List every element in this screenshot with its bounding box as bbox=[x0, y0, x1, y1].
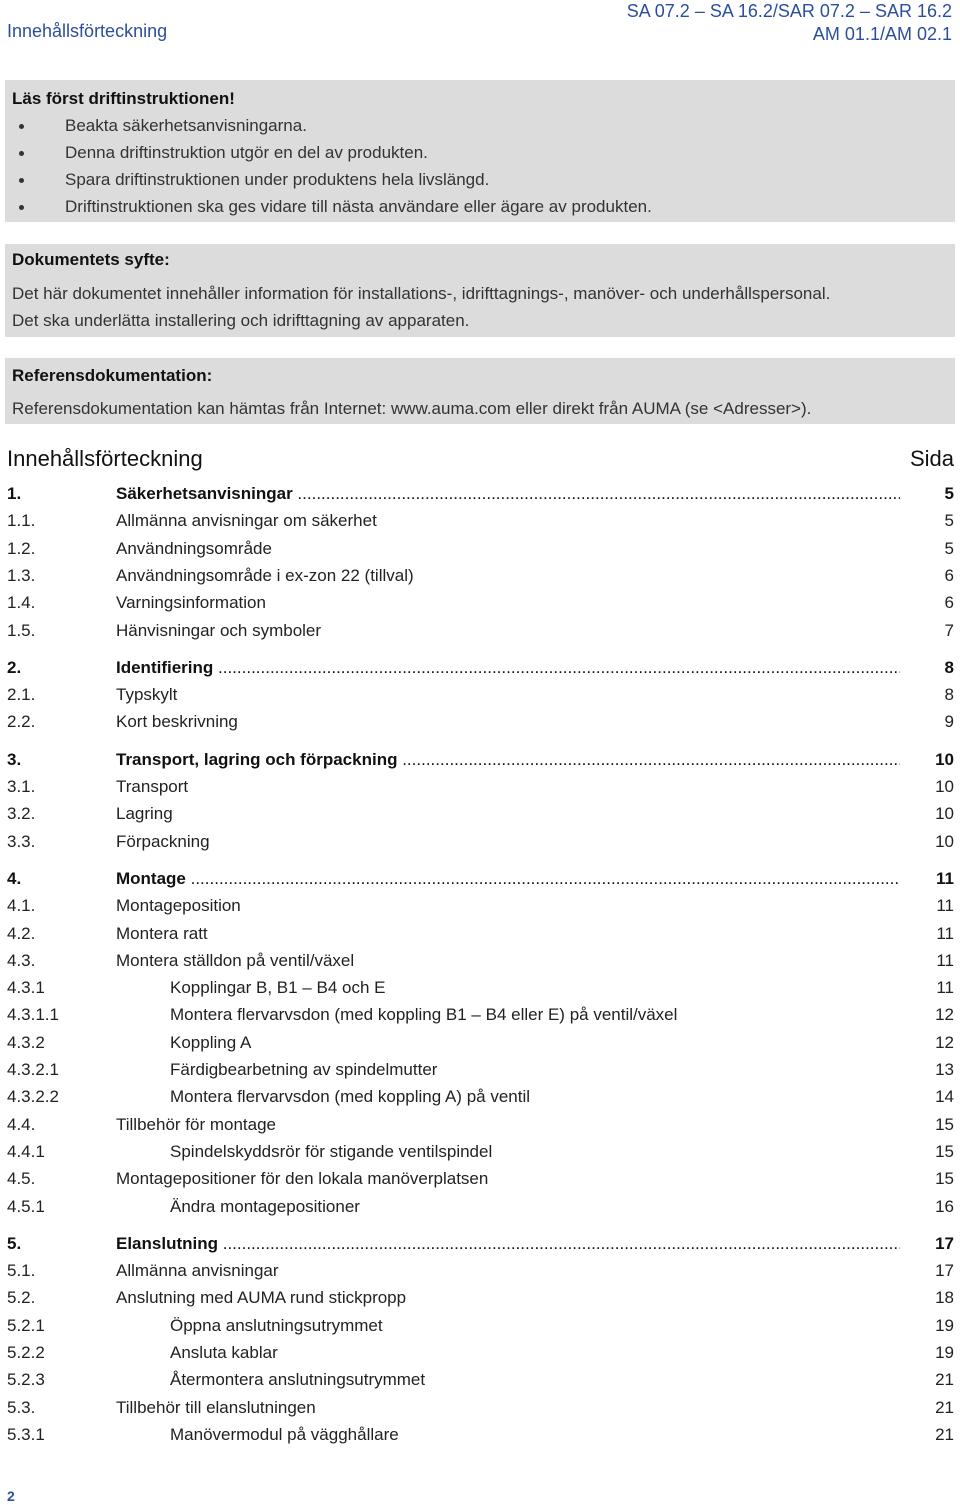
toc-entry-number: 3.1. bbox=[7, 777, 36, 796]
toc-entry-page: 10 bbox=[935, 777, 954, 796]
toc-entry-page: 21 bbox=[935, 1424, 954, 1444]
toc-entry-number: 5.3.1 bbox=[7, 1424, 45, 1444]
toc-entry-number: 5.2. bbox=[7, 1288, 36, 1308]
toc-entry[interactable] bbox=[7, 511, 954, 538]
toc-entry[interactable] bbox=[7, 1370, 954, 1397]
toc-entry-page: 19 bbox=[935, 1315, 954, 1335]
toc-entry-title: Ansluta kablar bbox=[170, 1343, 278, 1362]
toc-entry-title: Färdigbearbetning av spindelmutter bbox=[170, 1060, 438, 1079]
toc-entry-number: 4.3.1 bbox=[7, 978, 45, 998]
reference-box bbox=[5, 358, 955, 424]
toc-page-heading: Sida bbox=[909, 446, 954, 471]
document-purpose-box bbox=[5, 244, 955, 337]
toc-entry[interactable] bbox=[7, 1169, 954, 1196]
toc-entry-number: 1.1. bbox=[7, 511, 36, 531]
toc-entry-title: Typskylt bbox=[116, 685, 178, 705]
toc-heading: Innehållsförteckning bbox=[7, 446, 203, 471]
toc-entry-title: Kopplingar B, B1 – B4 och E bbox=[170, 978, 386, 998]
toc-entry-title: Varningsinformation bbox=[116, 593, 266, 613]
toc-heading-row bbox=[7, 446, 954, 472]
toc-entry[interactable] bbox=[7, 832, 954, 859]
toc-entry-page: 11 bbox=[936, 923, 954, 943]
toc-entry-title: Användningsområde i ex-zon 22 (tillval) bbox=[116, 565, 414, 585]
running-header-product bbox=[627, 0, 952, 46]
toc-entry-number: 1.4. bbox=[7, 593, 36, 613]
purpose-text-line: Det ska underlätta installering och idrifttagning av apparaten. bbox=[12, 311, 470, 330]
toc-entry-title: Hänvisningar och symboler bbox=[116, 620, 322, 640]
toc-entry-number: 4. bbox=[7, 868, 22, 888]
toc-entry-title: Ändra montagepositioner bbox=[170, 1196, 360, 1216]
bullet-icon bbox=[19, 178, 24, 183]
toc-entry[interactable] bbox=[7, 1316, 954, 1343]
toc-entry-page: 6 bbox=[944, 593, 954, 613]
toc-entry-title: Koppling A bbox=[170, 1032, 252, 1052]
toc-entry-title: Transport, lagring och förpackning ..... bbox=[116, 750, 900, 770]
toc-entry[interactable] bbox=[7, 1398, 954, 1425]
toc-entry-title: Anslutning med AUMA rund stickpropp bbox=[116, 1288, 407, 1308]
toc-entry-title: Tillbehör till elanslutningen bbox=[116, 1397, 316, 1417]
toc-entry-number: 4.3.2 bbox=[7, 1032, 45, 1052]
reference-text: Referensdokumentation kan hämtas från Internet: www.auma.com eller direkt från AUMA (se <Adresser>). bbox=[12, 399, 812, 418]
toc-entry-page: 18 bbox=[935, 1288, 954, 1308]
toc-entry-number: 4.3.2.1 bbox=[7, 1060, 59, 1079]
toc-entry-title: Elanslutning ..... bbox=[116, 1234, 900, 1254]
bullet-icon bbox=[19, 205, 24, 210]
toc-entry-number: 3.3. bbox=[7, 831, 36, 851]
toc-entry[interactable] bbox=[7, 1197, 954, 1224]
toc-entry-number: 4.3. bbox=[7, 950, 36, 970]
toc-entry[interactable] bbox=[7, 1033, 954, 1060]
toc-entry-number: 5.3. bbox=[7, 1397, 36, 1417]
toc-entry-number: 5. bbox=[7, 1233, 22, 1253]
toc-entry[interactable] bbox=[7, 777, 954, 804]
toc-entry-number: 4.2. bbox=[7, 923, 36, 943]
toc-entry-page: 15 bbox=[935, 1114, 954, 1134]
toc-entry-title: Allmänna anvisningar om säkerhet bbox=[116, 511, 377, 531]
toc-entry[interactable] bbox=[7, 621, 954, 648]
toc-entry[interactable] bbox=[7, 924, 954, 951]
toc-entry-title: Kort beskrivning bbox=[116, 712, 238, 732]
toc-entry-page: 12 bbox=[935, 1005, 954, 1025]
toc-entry[interactable] bbox=[7, 896, 954, 923]
running-header-title: Innehållsförteckning bbox=[7, 21, 168, 41]
toc-entry-page: 10 bbox=[935, 831, 954, 851]
toc-entry[interactable] bbox=[7, 1087, 954, 1114]
toc-entry[interactable] bbox=[7, 712, 954, 739]
toc-entry-title: Manövermodul på vägghållare bbox=[170, 1424, 399, 1444]
toc-entry-page: 16 bbox=[935, 1196, 954, 1216]
toc-entry[interactable] bbox=[7, 593, 954, 620]
toc-chapter[interactable] bbox=[7, 658, 954, 685]
product-models-line: SA 07.2 – SA 16.2/SAR 07.2 – SAR 16.2 bbox=[626, 1, 952, 21]
toc-entry[interactable] bbox=[7, 978, 954, 1005]
toc-entry-page: 9 bbox=[944, 712, 954, 732]
bullet-icon bbox=[19, 124, 24, 129]
toc-entry-number: 2.2. bbox=[7, 712, 36, 732]
bullet-icon bbox=[19, 151, 24, 156]
toc-entry[interactable] bbox=[7, 685, 954, 712]
toc-entry[interactable] bbox=[7, 1261, 954, 1288]
toc-entry-title: Montera ratt bbox=[116, 923, 208, 943]
toc-entry-number: 2. bbox=[7, 657, 22, 677]
toc-chapter[interactable] bbox=[7, 1234, 954, 1261]
toc-entry-title: Transport bbox=[116, 777, 189, 796]
toc-entry-title: Montageposition bbox=[116, 896, 241, 916]
toc-entry-title: Montera flervarvsdon (med koppling A) på ventil bbox=[170, 1087, 531, 1107]
toc-entry-page: 5 bbox=[944, 511, 954, 531]
toc-entry-page: 15 bbox=[935, 1169, 954, 1189]
toc-entry[interactable] bbox=[7, 539, 954, 566]
toc-entry-number: 5.1. bbox=[7, 1261, 36, 1281]
toc-entry-number: 4.3.2.2 bbox=[7, 1087, 59, 1107]
toc-entry-number: 5.2.3 bbox=[7, 1370, 45, 1390]
toc-entry[interactable] bbox=[7, 1288, 954, 1315]
toc-entry-number: 1.5. bbox=[7, 620, 36, 640]
toc-entry-number: 4.4.1 bbox=[7, 1141, 45, 1161]
toc-entry-title: Öppna anslutningsutrymmet bbox=[170, 1315, 383, 1335]
toc-entry-number: 4.5.1 bbox=[7, 1196, 45, 1216]
toc-entry-number: 3. bbox=[7, 749, 22, 769]
toc-entry[interactable] bbox=[7, 1425, 954, 1452]
toc-entry-title: Tillbehör för montage bbox=[116, 1114, 277, 1134]
toc-entry-title: Montagepositioner för den lokala manöverplatsen bbox=[116, 1169, 489, 1189]
toc-entry-page: 11 bbox=[936, 868, 954, 888]
toc-entry[interactable] bbox=[7, 566, 954, 593]
reference-title: Referensdokumentation: bbox=[12, 366, 213, 385]
toc-entry-number: 2.1. bbox=[7, 685, 36, 705]
toc-entry[interactable] bbox=[7, 804, 954, 831]
toc-entry-page: 7 bbox=[944, 620, 954, 640]
page-number: 2 bbox=[7, 1488, 15, 1504]
toc-entry-page: 8 bbox=[944, 685, 954, 705]
toc-entry-title: Användningsområde bbox=[116, 538, 272, 558]
toc-entry-title: Montage ..... bbox=[116, 869, 900, 889]
toc-entry-title: Säkerhetsanvisningar ..... bbox=[116, 484, 900, 504]
toc-entry-title: Förpackning bbox=[116, 831, 210, 851]
toc-entry-page: 12 bbox=[935, 1032, 954, 1052]
toc-entry[interactable] bbox=[7, 1142, 954, 1169]
toc-chapter[interactable] bbox=[7, 869, 954, 896]
toc-entry-title: Allmänna anvisningar bbox=[116, 1261, 279, 1281]
toc-entry-page: 19 bbox=[935, 1343, 954, 1362]
toc-entry-page: 6 bbox=[944, 565, 954, 585]
toc-entry-title: Montera ställdon på ventil/växel bbox=[116, 950, 355, 970]
read-first-title: Läs först driftinstruktionen! bbox=[12, 89, 235, 108]
toc-entry-page: 5 bbox=[944, 484, 954, 503]
toc-entry-page: 13 bbox=[935, 1060, 954, 1079]
toc-entry-title: Lagring bbox=[116, 804, 173, 824]
toc-entry-number: 4.3.1.1 bbox=[7, 1005, 59, 1025]
toc-entry[interactable] bbox=[7, 1060, 954, 1087]
toc-entry-number: 4.4. bbox=[7, 1114, 36, 1134]
toc-entry-page: 11 bbox=[936, 978, 954, 998]
toc-entry-title: Montera flervarvsdon (med koppling B1 – B4 eller E) på ventil/växel bbox=[170, 1005, 678, 1025]
purpose-text-line: Det här dokumentet innehåller information för installations-, idrifttagnings-, manöver- och underhållspersonal. bbox=[12, 284, 831, 303]
toc-entry-page: 15 bbox=[935, 1141, 954, 1161]
toc-entry-page: 10 bbox=[935, 804, 954, 824]
toc-entry-page: 17 bbox=[935, 1261, 954, 1281]
toc-entry[interactable] bbox=[7, 1343, 954, 1370]
toc-entry-page: 14 bbox=[935, 1087, 954, 1107]
toc-entry-page: 10 bbox=[935, 749, 954, 769]
toc-entry-page: 17 bbox=[935, 1233, 954, 1253]
product-controls-line: AM 01.1/AM 02.1 bbox=[812, 24, 952, 44]
toc-entry-page: 21 bbox=[935, 1370, 954, 1390]
toc-entry-page: 11 bbox=[936, 950, 954, 970]
toc-entry[interactable] bbox=[7, 1005, 954, 1032]
toc-entry[interactable] bbox=[7, 951, 954, 978]
toc-chapter[interactable] bbox=[7, 484, 954, 511]
toc-entry-number: 5.2.1 bbox=[7, 1315, 45, 1335]
toc-entry[interactable] bbox=[7, 1115, 954, 1142]
read-first-box: Läs först driftinstruktionen! Beakta säkerhetsanvisningarna. Denna driftinstruktion utgör en del av produkten. Spara driftinstruktionen under produktens hela livslängd. Driftinstruktionen ska ges vidare till nästa användare eller ägare av produkten. bbox=[5, 80, 955, 222]
toc-entry-page: 21 bbox=[935, 1397, 954, 1417]
toc-entry-number: 4.1. bbox=[7, 896, 36, 916]
toc-entry-page: 11 bbox=[936, 896, 954, 916]
toc-entry-page: 8 bbox=[944, 657, 954, 677]
toc-entry-title: Identifiering ..... bbox=[116, 658, 900, 678]
toc-entry-number: 5.2.2 bbox=[7, 1343, 45, 1362]
toc-entry-number: 1.2. bbox=[7, 538, 36, 558]
toc-entry-title: Återmontera anslutningsutrymmet bbox=[170, 1370, 426, 1390]
toc-entry-number: 1. bbox=[7, 484, 22, 503]
toc-chapter[interactable] bbox=[7, 750, 954, 777]
toc-entry-number: 4.5. bbox=[7, 1169, 36, 1189]
purpose-title: Dokumentets syfte: bbox=[12, 250, 170, 269]
toc-entry-number: 1.3. bbox=[7, 565, 36, 585]
toc-entry-page: 5 bbox=[944, 538, 954, 558]
toc-entry-title: Spindelskyddsrör för stigande ventilspindel bbox=[170, 1141, 493, 1161]
toc-entry-number: 3.2. bbox=[7, 804, 36, 824]
